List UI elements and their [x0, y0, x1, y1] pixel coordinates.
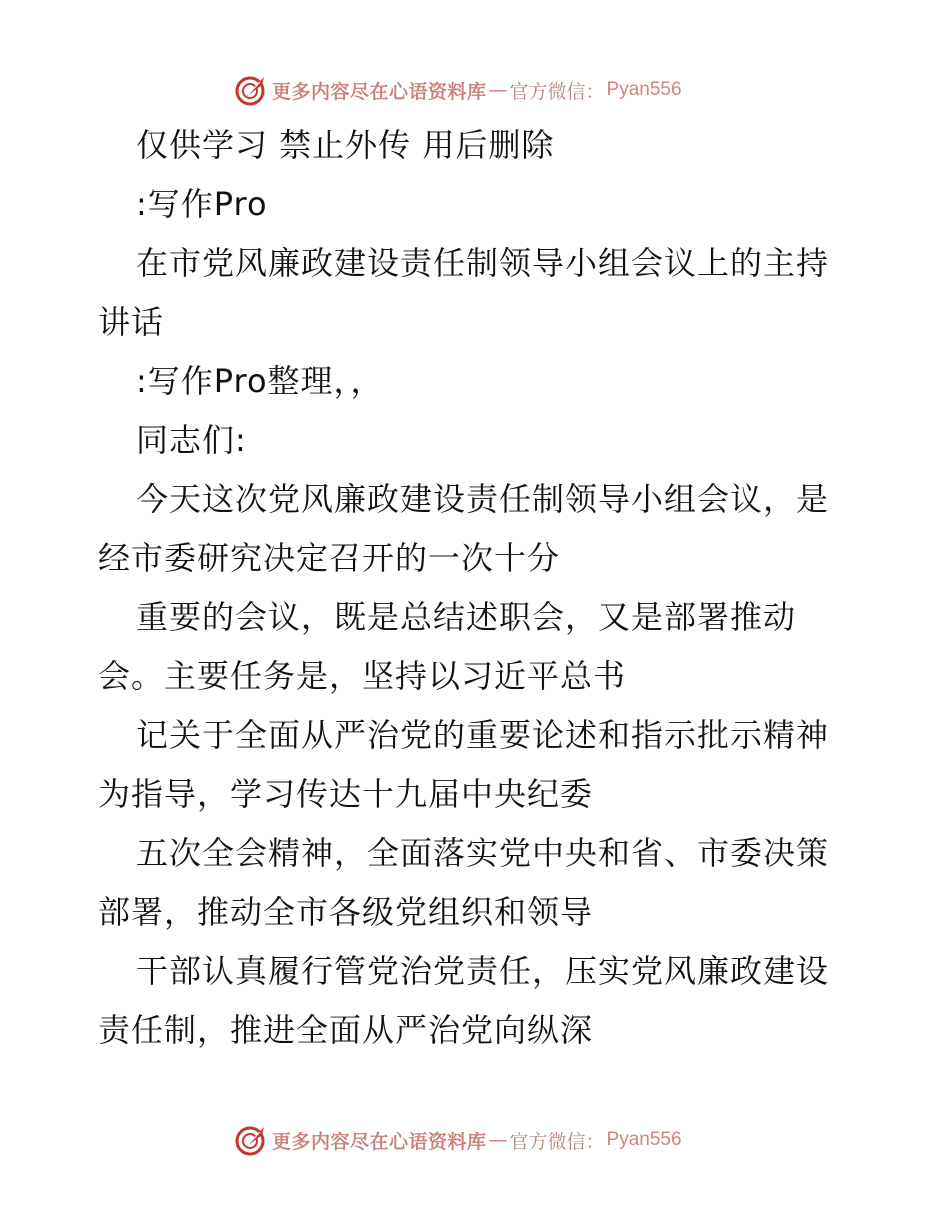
- document-body: [98, 116, 858, 1060]
- document-line: 仅供学习 禁止外传 用后删除: [136, 126, 555, 164]
- document-line: 讲话: [98, 303, 165, 341]
- watermark-id: Pyan556: [606, 79, 682, 100]
- watermark-dash: —: [488, 79, 508, 101]
- watermark-banner-top: [234, 72, 682, 108]
- document-line: :写作Pro整理，，: [136, 362, 384, 400]
- watermark-label: 官方微信：: [509, 80, 605, 103]
- document-line: 会。主要任务是，坚持以习近平总书: [98, 657, 627, 695]
- document-line: 部署，推动全市各级党组织和领导: [98, 893, 594, 931]
- document-line: 干部认真履行管党治党责任，压实党风廉政建设: [136, 952, 830, 990]
- watermark-id: Pyan556: [606, 1129, 682, 1150]
- watermark-text: 更多内容尽在心语资料库: [272, 80, 487, 103]
- document-line: 重要的会议，既是总结述职会，又是部署推动: [136, 598, 797, 636]
- document-line: 五次全会精神，全面落实党中央和省、市委决策: [136, 834, 830, 872]
- watermark-label: 官方微信：: [509, 1130, 605, 1153]
- document-line: 为指导，学习传达十九届中央纪委: [98, 775, 594, 813]
- document-line: :写作Pro: [136, 185, 268, 223]
- document-line: 责任制，推进全面从严治党向纵深: [98, 1011, 594, 1049]
- watermark-dash: —: [488, 1129, 508, 1151]
- watermark-banner-bottom: [234, 1122, 682, 1158]
- quill-logo-icon: [234, 73, 268, 107]
- document-line: 今天这次党风廉政建设责任制领导小组会议，是: [136, 480, 830, 518]
- document-line: 在市党风廉政建设责任制领导小组会议上的主持: [136, 244, 830, 282]
- document-line: 记关于全面从严治党的重要论述和指示批示精神: [136, 716, 830, 754]
- document-line: 同志们:: [136, 421, 247, 459]
- quill-logo-icon: [234, 1123, 268, 1157]
- watermark-text: 更多内容尽在心语资料库: [272, 1130, 487, 1153]
- document-line: 经市委研究决定召开的一次十分: [98, 539, 561, 577]
